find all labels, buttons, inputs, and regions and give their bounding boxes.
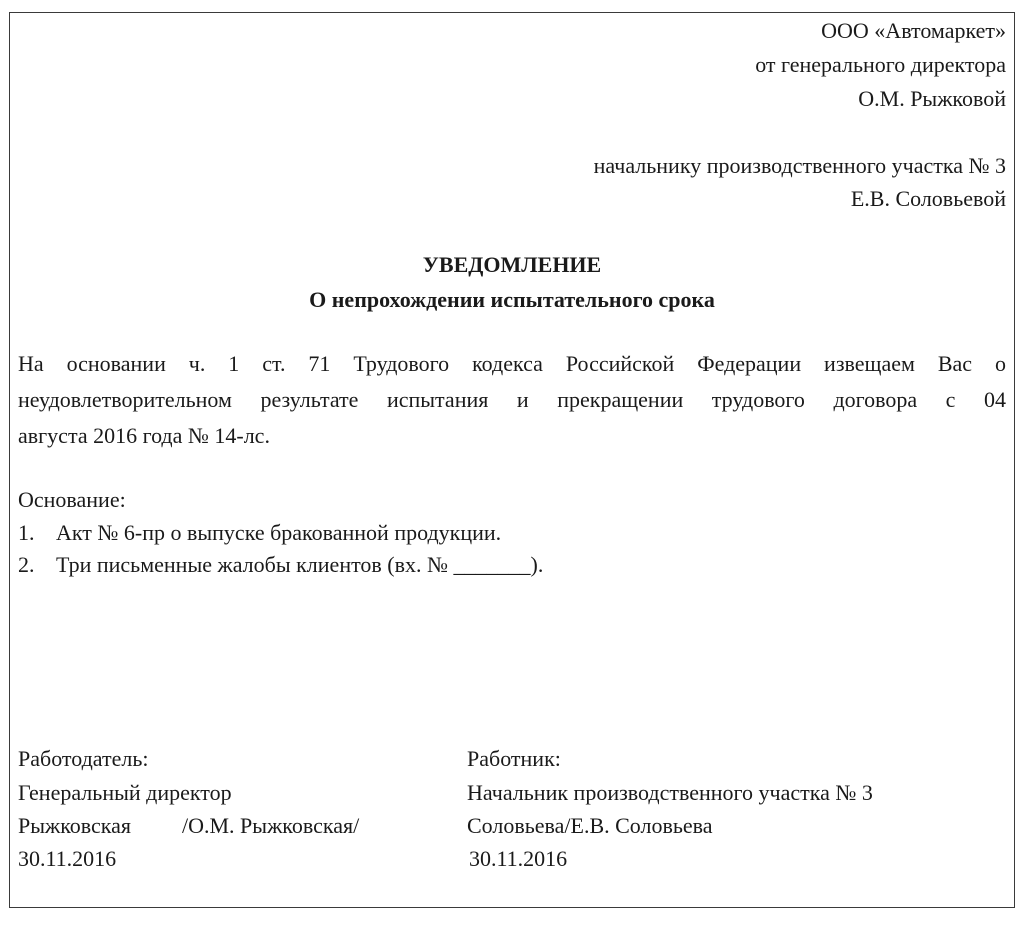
- employee-label: Работник:: [467, 746, 561, 771]
- basis-item: [18, 520, 501, 546]
- employee-date: 30.11.2016: [469, 846, 568, 871]
- header-to-name: Е.В. Соловьевой: [850, 186, 1006, 211]
- basis-item-number: 1.: [18, 520, 35, 545]
- basis-item: [18, 552, 543, 578]
- header-from-line: от генерального директора: [755, 52, 1006, 77]
- employee-position: Начальник производственного участка № 3: [467, 780, 873, 805]
- employer-signature: Рыжковская: [18, 813, 132, 838]
- basis-heading: Основание:: [18, 487, 126, 512]
- employee-signature-name: Соловьева/Е.В. Соловьева: [467, 813, 713, 838]
- document-title: УВЕДОМЛЕНИЕ: [422, 252, 602, 277]
- header-to-line: начальнику производственного участка № 3: [593, 153, 1006, 178]
- header-from-name: О.М. Рыжковой: [858, 86, 1006, 111]
- body-paragraph: [18, 346, 1006, 454]
- employer-label: Работодатель:: [18, 746, 149, 771]
- body-line-3: августа 2016 года № 14-лс.: [18, 423, 270, 448]
- basis-item-text: Три письменные жалобы клиентов (вх. № _______).: [56, 552, 544, 577]
- employer-position: Генеральный директор: [18, 780, 232, 805]
- document-subtitle: О непрохождении испытательного срока: [309, 287, 715, 312]
- body-line-2: неудовлетворительном результате испытания и прекращении трудового договора с 04: [18, 387, 1006, 412]
- basis-item-number: 2.: [18, 552, 35, 577]
- body-line-1: На основании ч. 1 ст. 71 Трудового кодекса Российской Федерации извещаем Вас о: [18, 351, 1006, 376]
- employer-name: /О.М. Рыжковская/: [182, 813, 360, 838]
- document-frame: [9, 12, 1015, 908]
- basis-item-text: Акт № 6-пр о выпуске бракованной продукции.: [56, 520, 502, 545]
- header-org: ООО «Автомаркет»: [821, 18, 1006, 43]
- employer-date: 30.11.2016: [18, 846, 117, 871]
